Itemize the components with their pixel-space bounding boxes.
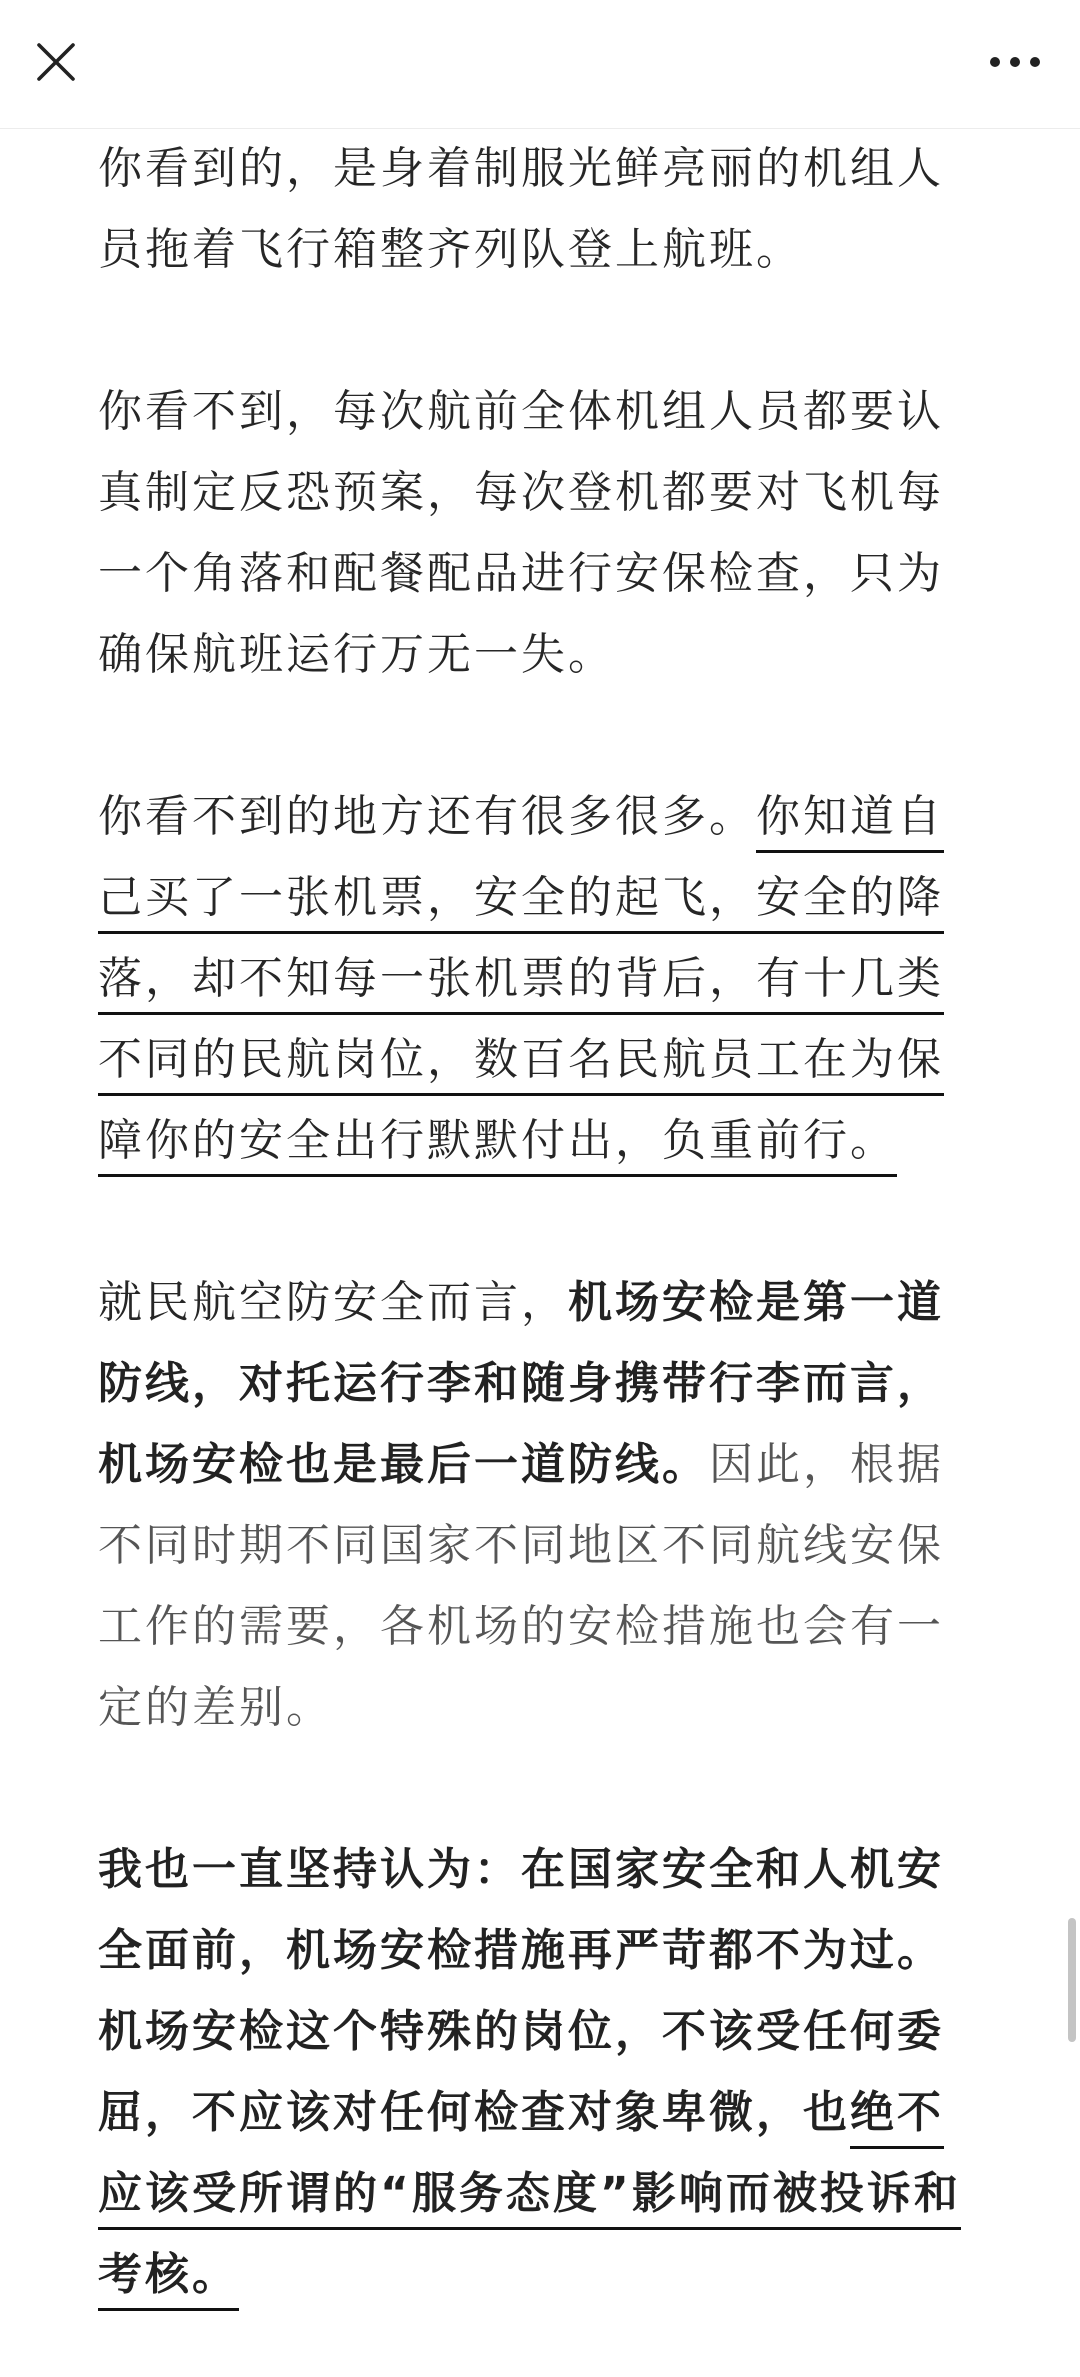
paragraph-5-bold-text: 我也一直坚持认为：在国家安全和人机安全面前，机场安检措施再严苛都不为过。机场安检这个特殊的岗位，不该受任何委屈，不应该对任何检查对象卑微，也: [98, 1844, 944, 2138]
close-icon: [36, 42, 76, 82]
paragraph-5: [98, 1829, 982, 2315]
paragraph-gap: [98, 695, 982, 776]
paragraph-gap: [98, 1181, 982, 1262]
paragraph-2-text: 你看不到，每次航前全体机组人员都要认真制定反恐预案，每次登机都要对飞机每一个角落和配餐配品进行安保检查，只为确保航班运行万无一失。: [98, 386, 944, 680]
paragraph-3-text: 你看不到的地方还有很多很多。: [98, 791, 756, 842]
paragraph-3: [98, 776, 982, 1181]
paragraph-4-tail-text: 因此，根据不同时期不同国家不同地区不同航线安保工作的需要，各机场的安检措施也会有一定的差别。: [98, 1439, 944, 1733]
paragraph-2: [98, 371, 982, 695]
paragraph-gap: [98, 290, 982, 371]
close-button[interactable]: [20, 26, 92, 98]
paragraph-gap: [98, 1748, 982, 1829]
more-options-button[interactable]: [970, 26, 1060, 98]
paragraph-5-underlined-text: 绝不应该受所谓的“服务态度”影响而被投诉和考核。: [98, 2087, 961, 2311]
more-horizontal-icon: [989, 55, 1041, 69]
paragraph-4: [98, 1262, 982, 1748]
top-bar: [0, 0, 1080, 129]
scrollbar-thumb[interactable]: [1068, 1918, 1076, 2042]
paragraph-4-text: 就民航空防安全而言，: [98, 1277, 568, 1328]
paragraph-1-text: 你看到的，是身着制服光鲜亮丽的机组人员拖着飞行箱整齐列队登上航班。: [98, 143, 944, 275]
article-body: [98, 128, 982, 2315]
paragraph-1: [98, 128, 982, 290]
paragraph-4-bold-text: 机场安检是第一道防线，对托运行李和随身携带行李而言，机场安检也是最后一道防线。: [98, 1277, 944, 1490]
paragraph-3-underlined-text: 你知道自己买了一张机票，安全的起飞，安全的降落，却不知每一张机票的背后，有十几类不同的民航岗位，数百名民航员工在为保障你的安全出行默默付出，负重前行。: [98, 791, 944, 1177]
